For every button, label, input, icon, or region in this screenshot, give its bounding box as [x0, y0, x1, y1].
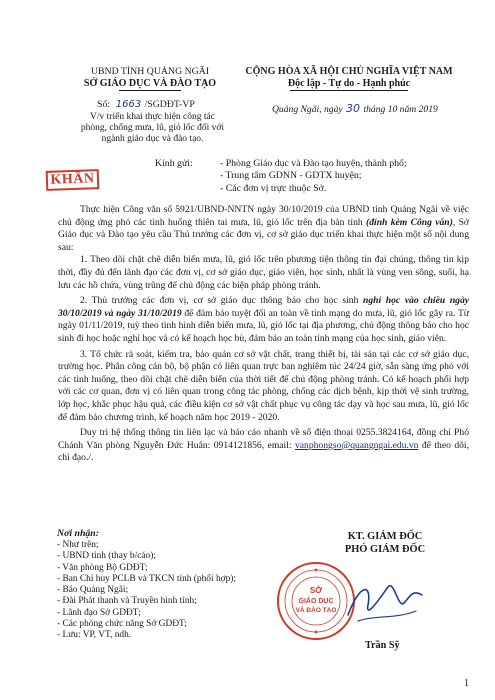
cc-item: - Đài Phát thanh và Truyền hình tỉnh; [57, 596, 197, 607]
cc-item: - Như trên; [57, 540, 99, 550]
item-3-paragraph: 3. Tổ chức rà soát, kiểm tra, bảo quản cơ sở vật chất, trang thiết bị, tài sản tại các cơ sở giáo dục, trường học. Phân công cán bộ, bộ phận có liên quan trực ban nghiêm túc 24/24 giờ, sẵn sàng ứng phó với các tình huống, theo dõi chặt chẽ diễn biến của thời tiết để chủ động phòng tránh. Có kế hoạch phối hợp với các cơ quan, đơn vị có liên quan trong công tác phòng, chống các dịch bệnh, kịp thời vệ sinh trường, lớp học, khắc phục hậu quả, các điều kiện cơ sở vật chất phục vụ công tác dạy và học sau mưa, lũ, gió lốc để đảm bảo chương trình, kế hoạch năm học 2019 - 2020. [58, 348, 469, 423]
motto-underline [290, 90, 408, 91]
item-2-paragraph: 2. Thủ trưởng các đơn vị, cơ sở giáo dục thông báo cho học sinh nghỉ học vào chiều ngày 30/10/2019 và ngày 31/10/2019 để đảm bảo tuyệt đối an toàn về tính mạng do mưa, lũ, gió lốc gây ra. Từ ngày 01/11/2019, tuỳ theo tình hình diễn biến mưa, lũ, gió lốc tại địa phương, chủ động thông báo cho học sinh đi học hoặc nghỉ học và có kế hoạch học bù, đảm bảo an toàn tính mạng của học sinh, giáo viên. [58, 295, 470, 344]
intro-paragraph: Thực hiện Công văn số 5921/UBND-NNTN ngày 30/10/2019 của UBND tỉnh Quảng Ngãi về việc chủ động ứng phó các tình huống thiên tai mưa, lũ, gió lốc trên địa bàn tỉnh (đính kèm Công văn), Sở Giáo dục và Đào tạo yêu cầu Thủ trưởng các đơn vị, cơ sở giáo dục triển khai thực hiện một số nội dung sau: [58, 204, 469, 253]
cc-item: - UBND tỉnh (thay b/cáo); [57, 551, 156, 562]
cc-item: - Các phòng chức năng Sở GDĐT; [57, 619, 187, 630]
recipient-to-item: - Phòng Giáo dục và Đào tạo huyện, thành phố; [220, 158, 407, 169]
document-subject: V/v triển khai thực hiện công tác phòng, chống mưa, lũ, gió lốc đối với ngành giáo dục và đào tạo. [80, 112, 225, 144]
handwritten-number: 1663 [115, 99, 142, 110]
agency-name-1: UBND TỈNH QUẢNG NGÃI [90, 66, 210, 77]
cc-item: - Ban Chỉ huy PCLB và TKCN tỉnh (phối hợp); [57, 573, 237, 584]
recipient-to-item: - Trung tâm GDNN - GDTX huyện; [220, 170, 362, 182]
svg-text:VÀ ĐÀO TẠO: VÀ ĐÀO TẠO [295, 607, 337, 614]
handwritten-signature-icon [338, 575, 430, 633]
signature-title-1: KT. GIÁM ĐỐC [347, 531, 423, 542]
agency-underline [119, 90, 181, 91]
cc-item: - Văn phòng Bộ GDĐT; [57, 562, 148, 573]
svg-text:GIÁO DỤC: GIÁO DỤC [298, 598, 334, 605]
signature-titles [300, 531, 470, 555]
document-number: Số: 1663 /SGDĐT-VP [97, 99, 195, 110]
recipient-to-list [220, 158, 470, 195]
agency-block [64, 66, 236, 91]
cc-recipient-block [57, 528, 287, 642]
kinh-gui-label: Kính gửi: [155, 158, 193, 169]
page-number: 1 [464, 678, 469, 689]
agency-name-2: SỞ GIÁO DỤC VÀ ĐÀO TẠO [83, 78, 217, 89]
cc-item: - Lãnh đạo Sở GDĐT; [57, 607, 141, 618]
closing-paragraph: Duy trì hệ thống thông tin liên lạc và báo cáo nhanh về số điện thoại 0255.3824164, đồng chí Phó Chánh Văn phòng Nguyễn Đức Huân: 0914121856, email: vanphongso@quangngai.edu.vn để theo dõi, chỉ đạo./. [58, 427, 470, 464]
item-1-paragraph: 1. Theo dõi chặt chẽ diễn biến mưa, lũ, gió lốc trên phương tiện thông tin đại chúng, thông tin kịp thời, đầy đủ đến lãnh đạo các đơn vị, cơ sở giáo dục, giáo viên, học sinh, nhất là vùng ven sông, suối, hạ lưu các hồ chứa, vùng trũng để chủ động các biện pháp phòng tránh. [58, 254, 469, 291]
svg-text:SỞ: SỞ [309, 586, 323, 595]
cc-item: - Lưu: VP, VT, ndh. [57, 630, 132, 641]
nation-title: CỘNG HÒA XÃ HỘI CHỦ NGHĨA VIỆT NAM [245, 66, 453, 77]
signature-title-2: PHÓ GIÁM ĐỐC [344, 544, 426, 555]
signer-name: Trần Sỹ [365, 640, 400, 651]
document-date: Quảng Ngãi, ngày 30 tháng 10 năm 2019 [272, 102, 438, 115]
nation-motto: Độc lập - Tự do - Hạnh phúc [287, 78, 411, 89]
recipient-to-item: - Các đơn vị trực thuộc Sở. [220, 182, 327, 194]
handwritten-day: 30 [346, 102, 361, 115]
nation-block [230, 66, 468, 91]
cc-item: - Báo Quảng Ngãi; [57, 585, 129, 596]
document-body [58, 204, 469, 465]
email-link[interactable]: vanphongso@quangngai.edu.vn [295, 439, 419, 451]
cc-title: Nơi nhận: [57, 528, 100, 539]
urgent-stamp: KHẨN [46, 169, 100, 191]
